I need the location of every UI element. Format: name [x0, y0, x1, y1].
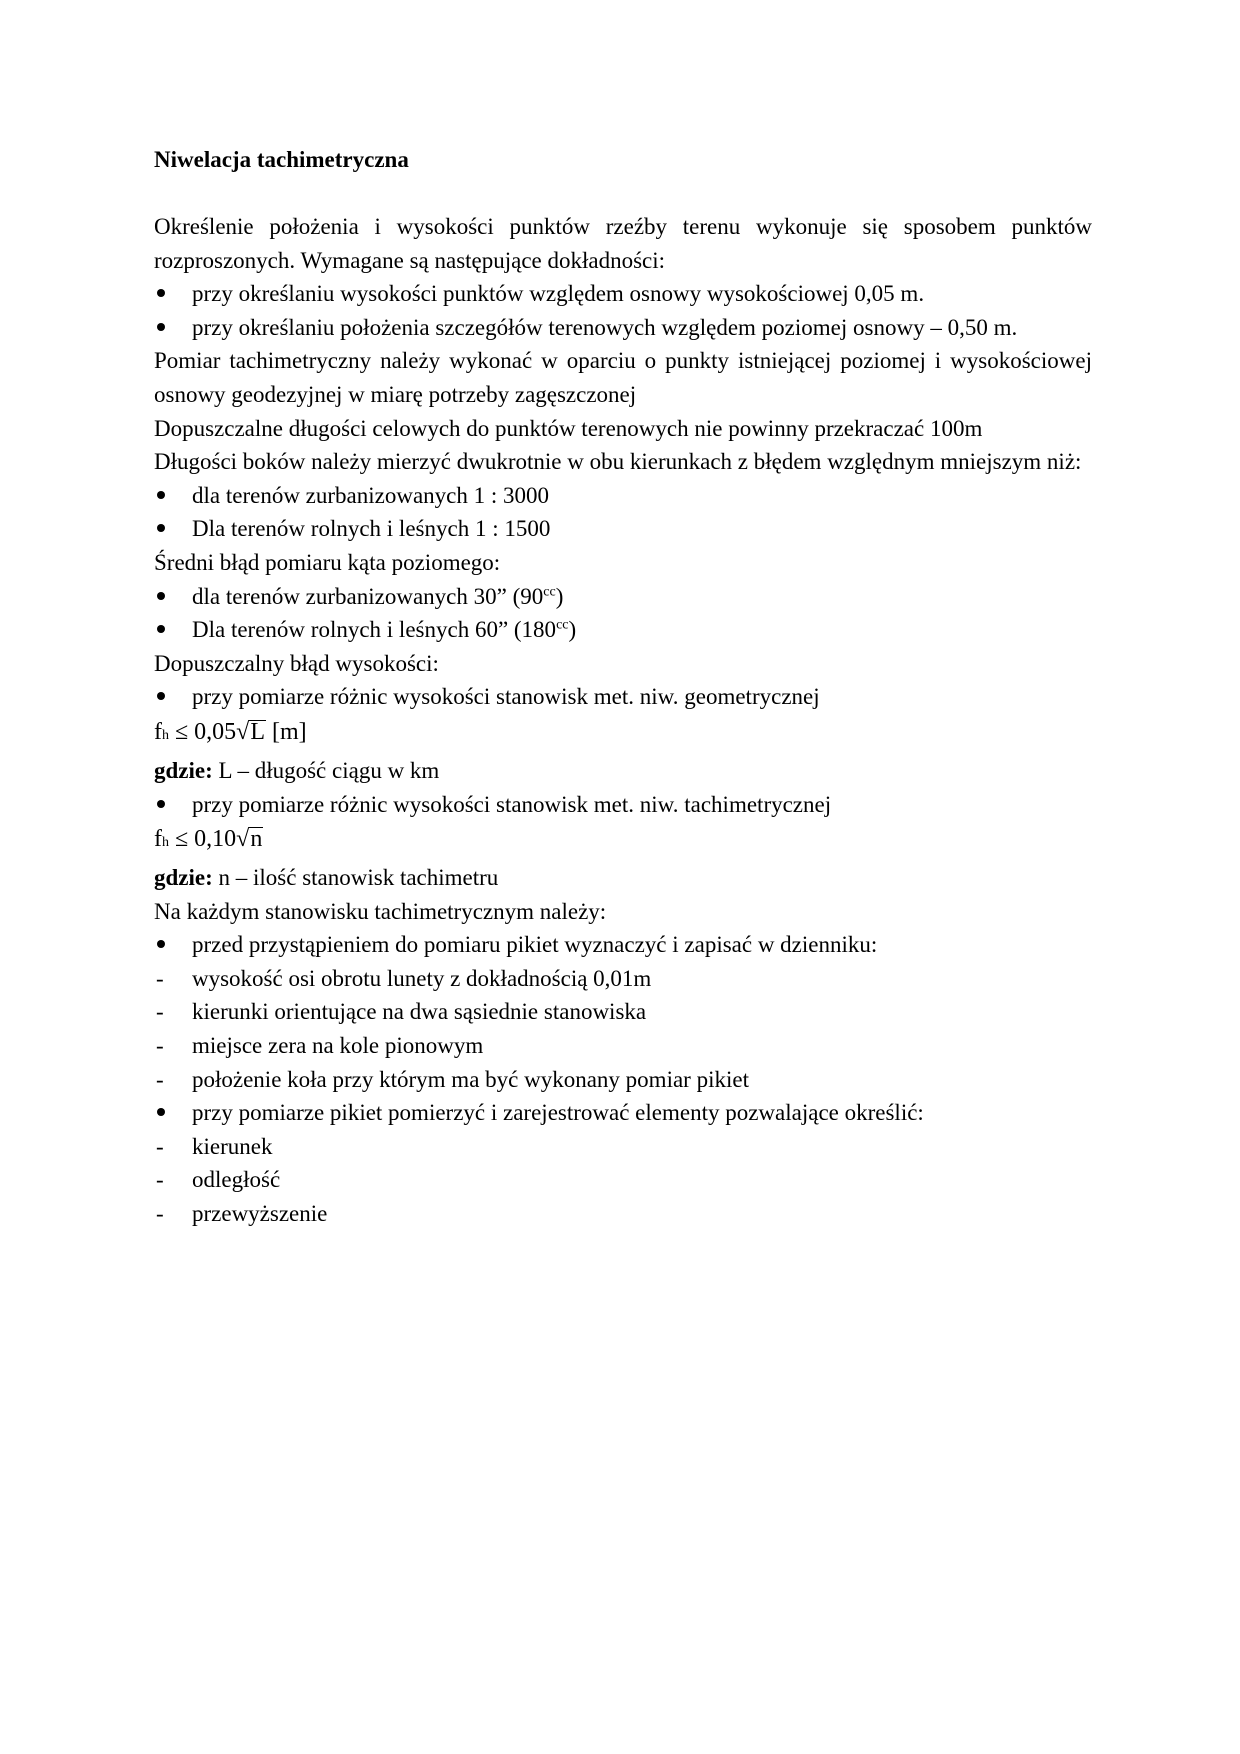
where-label: gdzie: [154, 757, 213, 783]
dash-icon: - [156, 1167, 164, 1193]
list-item [154, 1163, 1092, 1197]
formula-subscript: h [162, 727, 169, 743]
list-item-text: dla terenów zurbanizowanych 1 : 3000 [192, 482, 550, 508]
dash-icon: - [156, 1201, 164, 1227]
bullet-icon [157, 1108, 165, 1116]
where-text: n – ilość stanowisk tachimetru [212, 865, 499, 891]
list-item [154, 580, 1092, 614]
bullet-icon [157, 524, 165, 532]
where-note-1 [154, 754, 1092, 788]
where-label: gdzie: [154, 865, 213, 891]
formula-symbol: f [154, 826, 162, 853]
list-item [154, 962, 1092, 996]
angle-heading: Średni błąd pomiaru kąta poziomego: [154, 549, 501, 575]
bullet-icon [157, 800, 165, 808]
measurement-basis-paragraph: Pomiar tachimetryczny należy wykonać w oparciu o punkty istniejącej poziomej i wysokościowej osnowy geodezyjnej w miarę potrzeby zagęszczonej [154, 348, 1092, 407]
square-root: √n [236, 826, 263, 853]
list-item-text: kierunek [192, 1133, 273, 1159]
list-item [154, 1197, 1092, 1231]
list-item-text: przy pomiarze różnic wysokości stanowisk met. niw. geometrycznej [192, 684, 820, 710]
side-lengths-paragraph: Długości boków należy mierzyć dwukrotnie w obu kierunkach z błędem względnym mniejszym niż: [154, 449, 1082, 475]
dash-icon: - [156, 999, 164, 1025]
list-item [154, 995, 1092, 1029]
formula-symbol: f [154, 718, 162, 745]
radicand: n [250, 826, 263, 853]
bullet-icon [157, 491, 165, 499]
list-item-text: Dla terenów rolnych i leśnych 1 : 1500 [192, 516, 551, 542]
bullet-icon [157, 323, 165, 331]
intro-paragraph: Określenie położenia i wysokości punktów rzeźby terenu wykonuje się sposobem punktów rozproszonych. Wymagane są następujące dokładności: [154, 214, 1092, 273]
list-item [154, 928, 1092, 962]
page-title: Niwelacja tachimetryczna [154, 147, 409, 172]
closing-paren: ) [555, 583, 564, 609]
list-item [154, 1063, 1092, 1097]
list-item [154, 613, 1092, 647]
list-item-text: Dla terenów rolnych i leśnych 60” (180 [192, 617, 557, 643]
list-item-text: przy pomiarze pikiet pomierzyć i zarejestrować elementy pozwalające określić: [192, 1100, 924, 1126]
list-item-text: przed przystąpieniem do pomiaru pikiet wyznaczyć i zapisać w dzienniku: [192, 932, 878, 958]
formula-unit: [m] [266, 718, 307, 745]
list-item [154, 311, 1092, 345]
list-item-text: przy pomiarze różnic wysokości stanowisk met. niw. tachimetrycznej [192, 791, 832, 817]
list-item [154, 680, 1092, 714]
formula-geometric [154, 714, 1092, 754]
list-item-text: dla terenów zurbanizowanych 30” (90 [192, 583, 544, 609]
superscript: cc [556, 617, 569, 633]
list-item [154, 1130, 1092, 1164]
height-error-heading: Dopuszczalny błąd wysokości: [154, 650, 439, 676]
list-item [154, 512, 1092, 546]
where-text: L – długość ciągu w km [212, 757, 440, 783]
formula-relation: ≤ 0,10 [169, 826, 237, 853]
list-item-text: przy określaniu położenia szczegółów terenowych względem poziomej osnowy – 0,50 m. [192, 314, 1018, 340]
list-item-text: wysokość osi obrotu lunety z dokładnością 0,01m [192, 965, 652, 991]
formula-subscript: h [162, 835, 169, 851]
square-root: √L [236, 718, 266, 745]
bullet-icon [157, 940, 165, 948]
list-item [154, 788, 1092, 822]
dash-icon: - [156, 965, 164, 991]
formula-tachymetric [154, 821, 1092, 861]
bullet-icon [157, 692, 165, 700]
closing-paren: ) [568, 617, 577, 643]
list-item-text: przy określaniu wysokości punktów względem osnowy wysokościowej 0,05 m. [192, 281, 925, 307]
list-item-text: położenie koła przy którym ma być wykonany pomiar pikiet [192, 1066, 749, 1092]
list-item-text: kierunki orientujące na dwa sąsiednie stanowiska [192, 999, 647, 1025]
dash-icon: - [156, 1133, 164, 1159]
sight-length-paragraph: Dopuszczalne długości celowych do punktów terenowych nie powinny przekraczać 100m [154, 415, 983, 441]
bullet-icon [157, 289, 165, 297]
where-note-2 [154, 861, 1092, 895]
formula-relation: ≤ 0,05 [169, 718, 237, 745]
list-item-text: przewyższenie [192, 1201, 328, 1227]
dash-icon: - [156, 1066, 164, 1092]
station-heading: Na każdym stanowisku tachimetrycznym należy: [154, 898, 607, 924]
list-item [154, 1029, 1092, 1063]
list-item [154, 479, 1092, 513]
list-item [154, 277, 1092, 311]
dash-icon: - [156, 1033, 164, 1059]
document-body [154, 210, 1092, 1231]
list-item [154, 1096, 1092, 1130]
bullet-icon [157, 625, 165, 633]
radicand: L [250, 718, 266, 745]
list-item-text: odległość [192, 1167, 281, 1193]
list-item-text: miejsce zera na kole pionowym [192, 1033, 484, 1059]
bullet-icon [157, 592, 165, 600]
superscript: cc [543, 583, 556, 599]
